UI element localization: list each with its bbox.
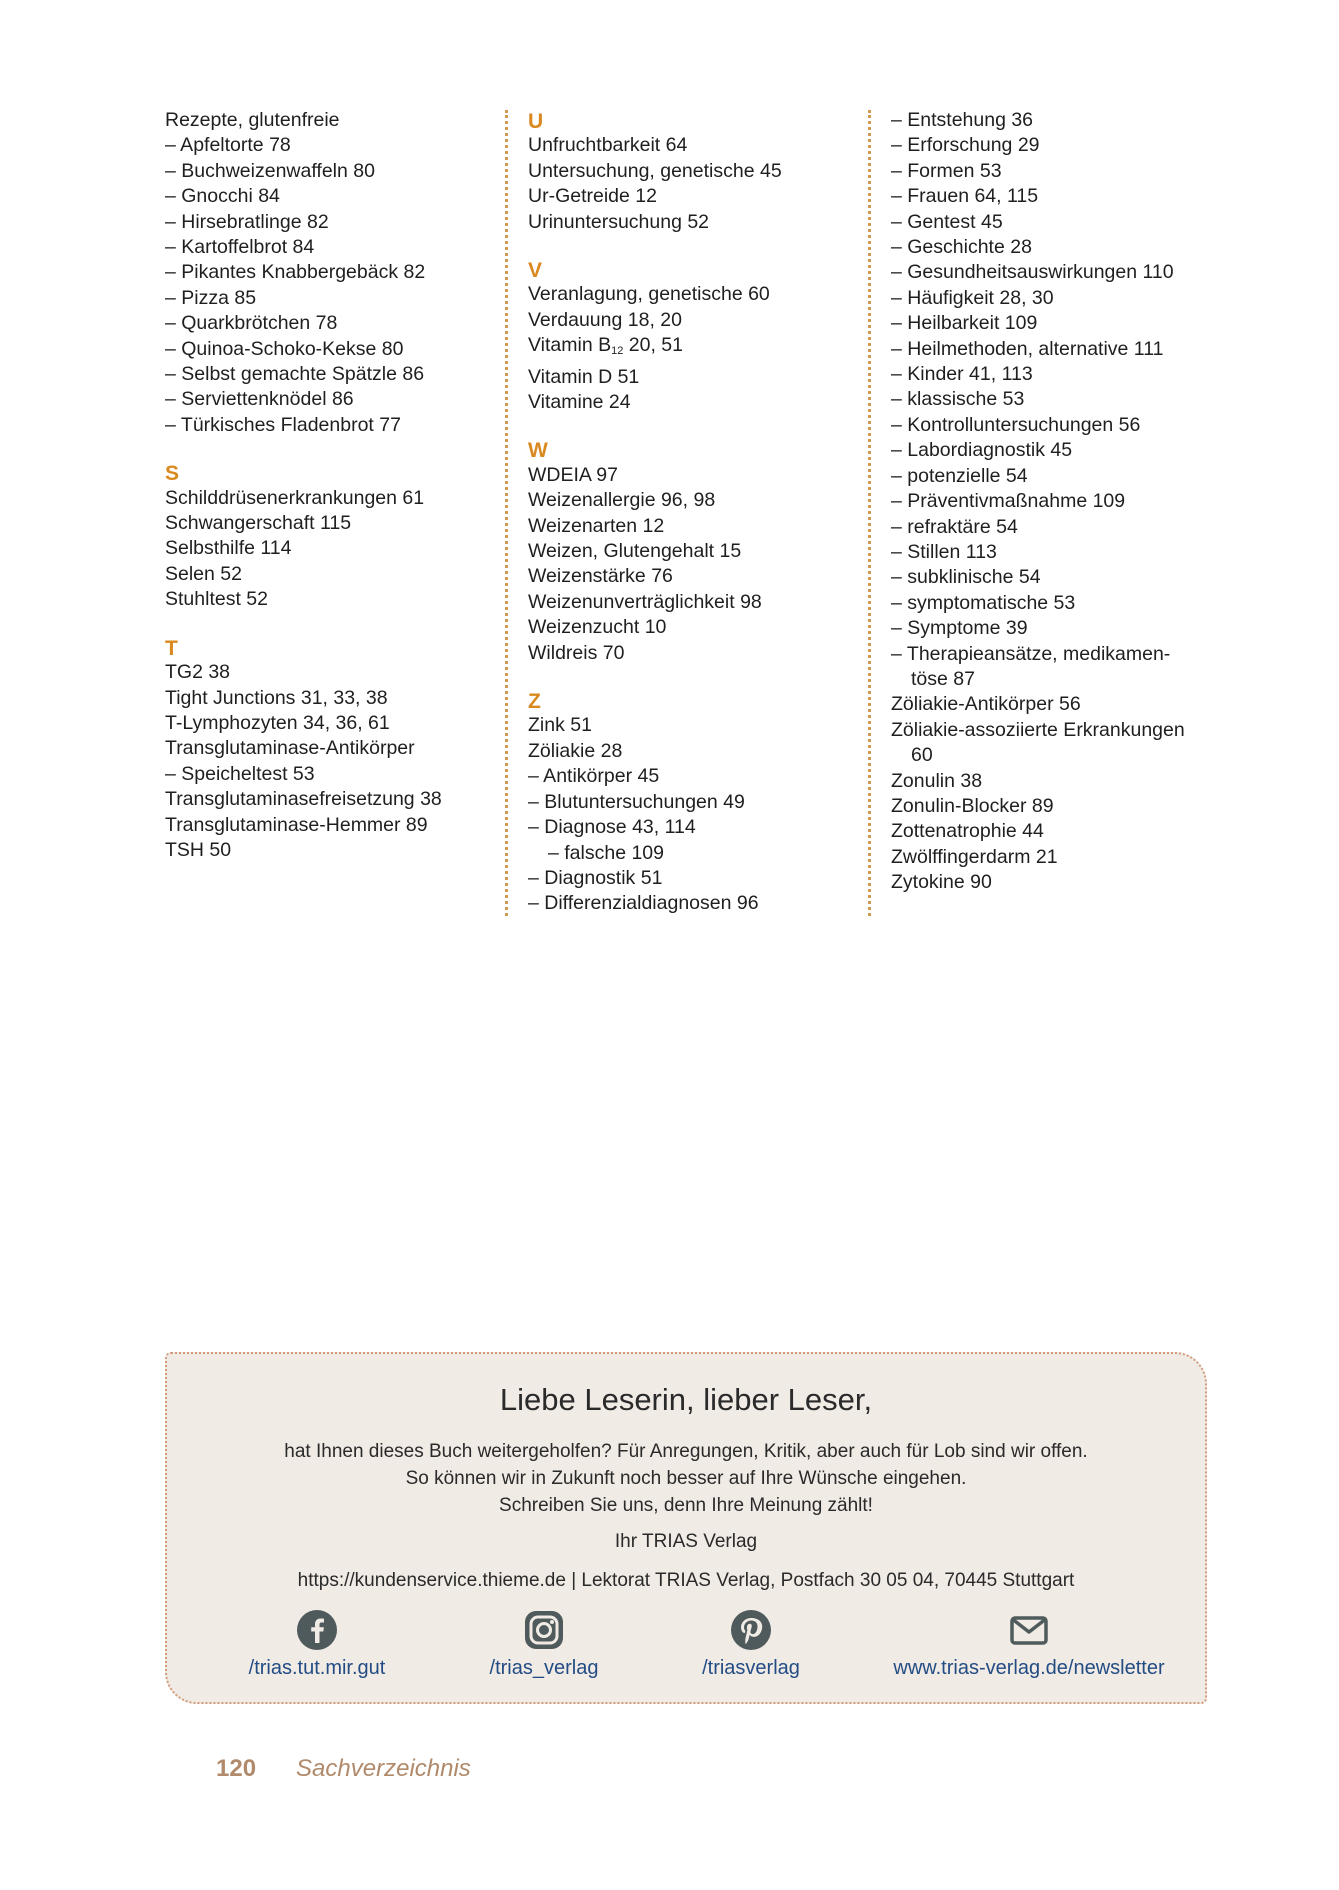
pinterest-link[interactable] — [601, 1609, 901, 1680]
index-entry: TG2 38 — [165, 661, 231, 684]
letter-heading-t: T — [165, 636, 178, 660]
index-subentry: – Erforschung 29 — [891, 134, 1040, 157]
newsletter-link[interactable] — [879, 1609, 1179, 1680]
index-entry: Transglutaminasefreisetzung 38 — [165, 788, 442, 811]
index-subentry: – Frauen 64, 115 — [891, 185, 1039, 208]
index-entry: Weizenunverträglichkeit 98 — [528, 590, 762, 613]
index-subentry: – Labordiagnostik 45 — [891, 439, 1073, 462]
column-divider-1 — [505, 110, 508, 916]
page-footer — [216, 1755, 471, 1783]
box-message — [167, 1438, 1205, 1519]
social-links — [167, 1609, 1205, 1689]
box-signature: Ihr TRIAS Verlag — [614, 1531, 758, 1552]
section-name: Sachverzeichnis — [296, 1755, 471, 1782]
index-entry: Tight Junctions 31, 33, 38 — [165, 686, 388, 709]
index-subentry: – Türkisches Fladenbrot 77 — [165, 413, 401, 436]
facebook-icon — [296, 1609, 338, 1651]
index-subentry: – subklinische 54 — [891, 566, 1041, 589]
index-subentry: – Blutuntersuchungen 49 — [528, 790, 745, 813]
index-subentry: – Pizza 85 — [165, 286, 257, 309]
index-entry: Zonulin 38 — [891, 769, 983, 792]
column-divider-2 — [868, 110, 871, 916]
index-entry-continuation: 60 — [911, 744, 933, 767]
index-entry: Zöliakie-Antikörper 56 — [891, 693, 1081, 716]
index-entry: Untersuchung, genetische 45 — [528, 159, 782, 182]
index-entry: Veranlagung, genetische 60 — [528, 283, 770, 306]
index-entry: Weizenallergie 96, 98 — [528, 489, 716, 512]
letter-heading-u: U — [528, 110, 544, 133]
reader-message-box — [165, 1352, 1207, 1704]
box-title: Liebe Leserin, lieber Leser, — [499, 1382, 873, 1417]
index-entry: Selbsthilfe 114 — [165, 537, 292, 560]
instagram-icon — [523, 1609, 565, 1651]
index-entry: Schwangerschaft 115 — [165, 512, 352, 535]
index-entry: Transglutaminase-Hemmer 89 — [165, 813, 428, 836]
index-subentry: – Gentest 45 — [891, 210, 1003, 233]
index-entry: Rezepte, glutenfreie — [165, 109, 340, 131]
index-subentry: – Gesundheitsauswirkungen 110 — [891, 261, 1174, 284]
index-entry: Weizen, Glutengehalt 15 — [528, 540, 742, 563]
facebook-label[interactable]: /trias.tut.mir.gut — [248, 1657, 386, 1679]
index-subentry: – Antikörper 45 — [528, 765, 660, 788]
index-subentry: – Formen 53 — [891, 159, 1002, 182]
index-subentry: – Symptome 39 — [891, 617, 1028, 640]
box-message-line: Schreiben Sie uns, denn Ihre Meinung zählt! — [499, 1495, 873, 1516]
page-number: 120 — [216, 1755, 257, 1782]
index-entry: Stuhltest 52 — [165, 588, 268, 611]
index-subentry: – Quinoa-Schoko-Kekse 80 — [165, 337, 404, 360]
index-subentry: – Kinder 41, 113 — [891, 363, 1033, 386]
index-entry: Zöliakie 28 — [528, 739, 623, 762]
pinterest-icon — [730, 1609, 772, 1651]
index-subentry: – Entstehung 36 — [891, 109, 1034, 131]
mail-icon — [1007, 1609, 1051, 1651]
index-entry-vitamin-b12 — [528, 333, 868, 364]
letter-heading-z: Z — [528, 690, 541, 714]
index-subentry: – Kontrolluntersuchungen 56 — [891, 413, 1141, 436]
index-subentry: – Gnocchi 84 — [165, 185, 280, 208]
letter-heading-w: W — [528, 439, 548, 463]
box-message-line: hat Ihnen dieses Buch weitergeholfen? Für Anregungen, Kritik, aber auch für Lob sind wir offen. — [284, 1441, 1088, 1462]
index-entry: Weizenstärke 76 — [528, 565, 673, 588]
index-entry: Urinuntersuchung 52 — [528, 210, 710, 233]
index-column-3 — [891, 108, 1231, 896]
index-subentry: – Quarkbrötchen 78 — [165, 312, 338, 335]
index-entry: Transglutaminase-Antikörper — [165, 737, 415, 760]
index-subentry: – refraktäre 54 — [891, 515, 1018, 538]
instagram-label[interactable]: /trias_verlag — [489, 1657, 599, 1679]
index-entry: Weizenarten 12 — [528, 514, 665, 537]
letter-heading-s: S — [165, 462, 180, 486]
index-entry: Unfruchtbarkeit 64 — [528, 134, 688, 157]
index-subentry: – Häufigkeit 28, 30 — [891, 286, 1054, 309]
index-subentry: – symptomatische 53 — [891, 591, 1076, 614]
index-column-2 — [528, 108, 868, 917]
index-entry: Zonulin-Blocker 89 — [891, 794, 1054, 817]
index-entry: Wildreis 70 — [528, 641, 625, 664]
index-subentry: – Heilbarkeit 109 — [891, 312, 1038, 335]
index-subentry: – Präventivmaßnahme 109 — [891, 490, 1126, 513]
index-subentry: – Hirsebratlinge 82 — [165, 210, 329, 233]
index-entry: Verdauung 18, 20 — [528, 308, 682, 331]
index-entry: Vitamin D 51 — [528, 365, 640, 388]
index-subentry-continuation: töse 87 — [911, 667, 975, 690]
index-subentry: – Apfeltorte 78 — [165, 134, 291, 157]
newsletter-label[interactable]: www.trias-verlag.de/newsletter — [893, 1657, 1165, 1679]
index-entry: Zöliakie-assoziierte Erkrankungen — [891, 718, 1185, 741]
index-subentry: – Stillen 113 — [891, 540, 997, 563]
index-subentry: – potenzielle 54 — [891, 464, 1028, 487]
vitamin-b-subscript: 12 — [611, 345, 624, 358]
index-subentry: – Diagnose 43, 114 — [528, 816, 696, 839]
vitamin-b-pages: 20, 51 — [623, 334, 683, 357]
index-subentry: – Kartoffelbrot 84 — [165, 236, 315, 259]
index-entry: Zytokine 90 — [891, 871, 992, 894]
index-subentry: – Selbst gemachte Spätzle 86 — [165, 363, 425, 386]
index-entry: Vitamine 24 — [528, 391, 631, 414]
index-entry: WDEIA 97 — [528, 463, 618, 486]
index-subentry: – Buchweizenwaffeln 80 — [165, 159, 375, 182]
index-subentry: – Diagnostik 51 — [528, 866, 663, 889]
letter-heading-v: V — [528, 259, 543, 283]
index-entry: Zink 51 — [528, 714, 592, 737]
index-entry: Ur-Getreide 12 — [528, 185, 657, 208]
pinterest-label[interactable]: /triasverlag — [702, 1657, 800, 1679]
index-subentry: – Serviettenknödel 86 — [165, 388, 354, 411]
box-contact: https://kundenservice.thieme.de | Lektorat TRIAS Verlag, Postfach 30 05 04, 70445 Stuttgart — [297, 1570, 1075, 1591]
index-entry: T-Lymphozyten 34, 36, 61 — [165, 711, 390, 734]
index-entry: Zottenatrophie 44 — [891, 820, 1044, 843]
index-subentry: – Heilmethoden, alternative 111 — [891, 337, 1164, 360]
index-entry: Schilddrüsenerkrankungen 61 — [165, 486, 425, 509]
index-entry: Zwölffingerdarm 21 — [891, 845, 1058, 868]
index-entry: Selen 52 — [165, 562, 242, 585]
index-subentry: – Speicheltest 53 — [165, 762, 315, 785]
vitamin-b-term: Vitamin B — [528, 334, 612, 357]
index-subsubentry: – falsche 109 — [548, 841, 665, 864]
index-subentry: – Therapieansätze, medikamen- — [891, 642, 1171, 665]
index-subentry: – Differenzialdiagnosen 96 — [528, 892, 759, 915]
index-subentry: – Pikantes Knabbergebäck 82 — [165, 261, 426, 284]
index-entry: Weizenzucht 10 — [528, 616, 667, 639]
index-subentry: – klassische 53 — [891, 388, 1025, 411]
index-column-1 — [165, 108, 505, 863]
box-message-line: So können wir in Zukunft noch besser auf Ihre Wünsche eingehen. — [405, 1468, 967, 1489]
index-subentry: – Geschichte 28 — [891, 236, 1032, 259]
index-entry: TSH 50 — [165, 838, 232, 861]
